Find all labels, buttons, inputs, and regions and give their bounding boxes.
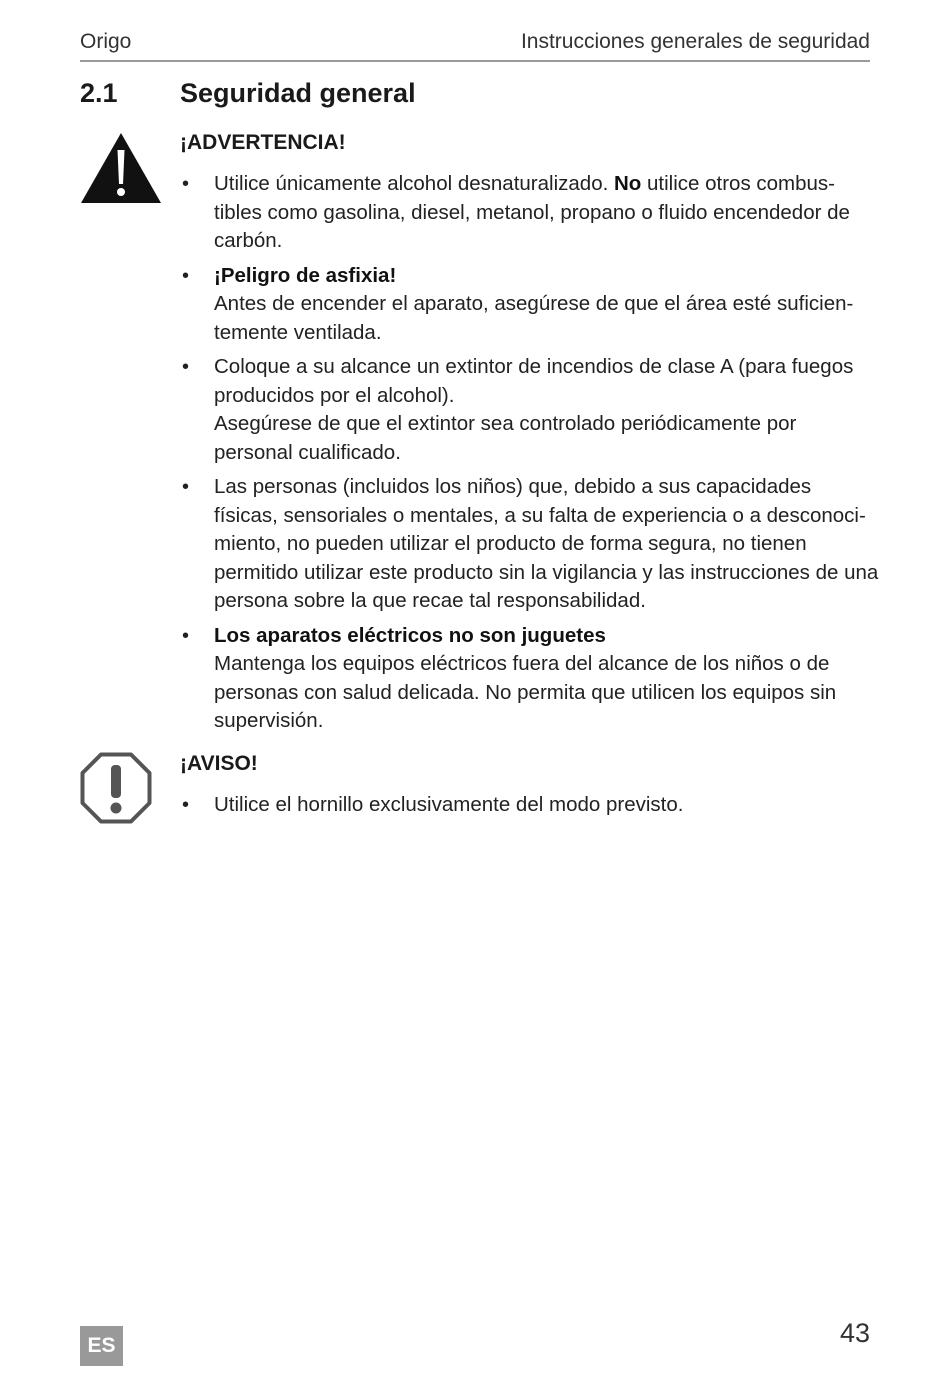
warning-title: ¡ADVERTENCIA! xyxy=(180,131,346,154)
page-number: 43 xyxy=(839,1318,870,1348)
list-item xyxy=(180,170,880,256)
item-text: Utilice el hornillo exclusivamente del modo previsto. xyxy=(214,793,684,816)
list-item xyxy=(180,473,880,616)
language-badge: ES xyxy=(80,1326,123,1366)
notice-block xyxy=(180,750,880,826)
warning-list xyxy=(180,170,880,736)
item-text: Asegúrese de que el extintor sea controlado periódicamente por personal cualificado. xyxy=(214,412,797,464)
section-title: Seguridad general xyxy=(180,78,416,108)
notice-octagon-icon xyxy=(80,752,152,824)
list-item xyxy=(180,791,880,820)
warning-triangle-icon xyxy=(80,132,162,204)
item-text: Utilice únicamente alcohol desnaturalizado. xyxy=(214,172,614,195)
item-text: Las personas (incluidos los niños) que, debido a sus capacidades físicas, sensoriales o mentales, a su falta de experiencia o a desconoci-miento, no pueden utilizar el producto de forma segura, no tienen permitido utilizar este producto sin la vigilancia y las instrucciones de una persona sobre la que recae tal responsabilidad. xyxy=(214,475,879,612)
item-emphasis: No xyxy=(613,172,642,195)
item-text: utilice otros combus-tibles como gasolina, diesel, metanol, propano o fluido encendedor de carbón. xyxy=(214,172,850,252)
warning-block xyxy=(180,129,880,742)
item-text: • Coloque a su alcance un extintor de incendios de clase A (para fuegos producidos por el alcohol). xyxy=(214,355,854,407)
header-chapter-title: Instrucciones generales de seguridad xyxy=(520,30,870,53)
list-item xyxy=(180,353,880,467)
item-text: Mantenga los equipos eléctricos fuera del alcance de los niños o de personas con salud delicada. No permita que utilicen los equipos sin supervisión. xyxy=(214,652,837,732)
page-header xyxy=(80,30,870,62)
section-number: 2.1 xyxy=(80,78,118,108)
list-item xyxy=(180,622,880,736)
item-heading: • Los aparatos eléctricos no son juguetes xyxy=(214,623,606,647)
header-product-name: Origo xyxy=(80,30,132,53)
item-text: Antes de encender el aparato, asegúrese de que el área esté suficien-temente ventilada. xyxy=(214,292,854,344)
notice-list xyxy=(180,791,880,820)
item-heading: • ¡Peligro de asfixia! xyxy=(214,263,397,287)
list-item xyxy=(180,262,880,348)
notice-title: ¡AVISO! xyxy=(180,752,258,775)
